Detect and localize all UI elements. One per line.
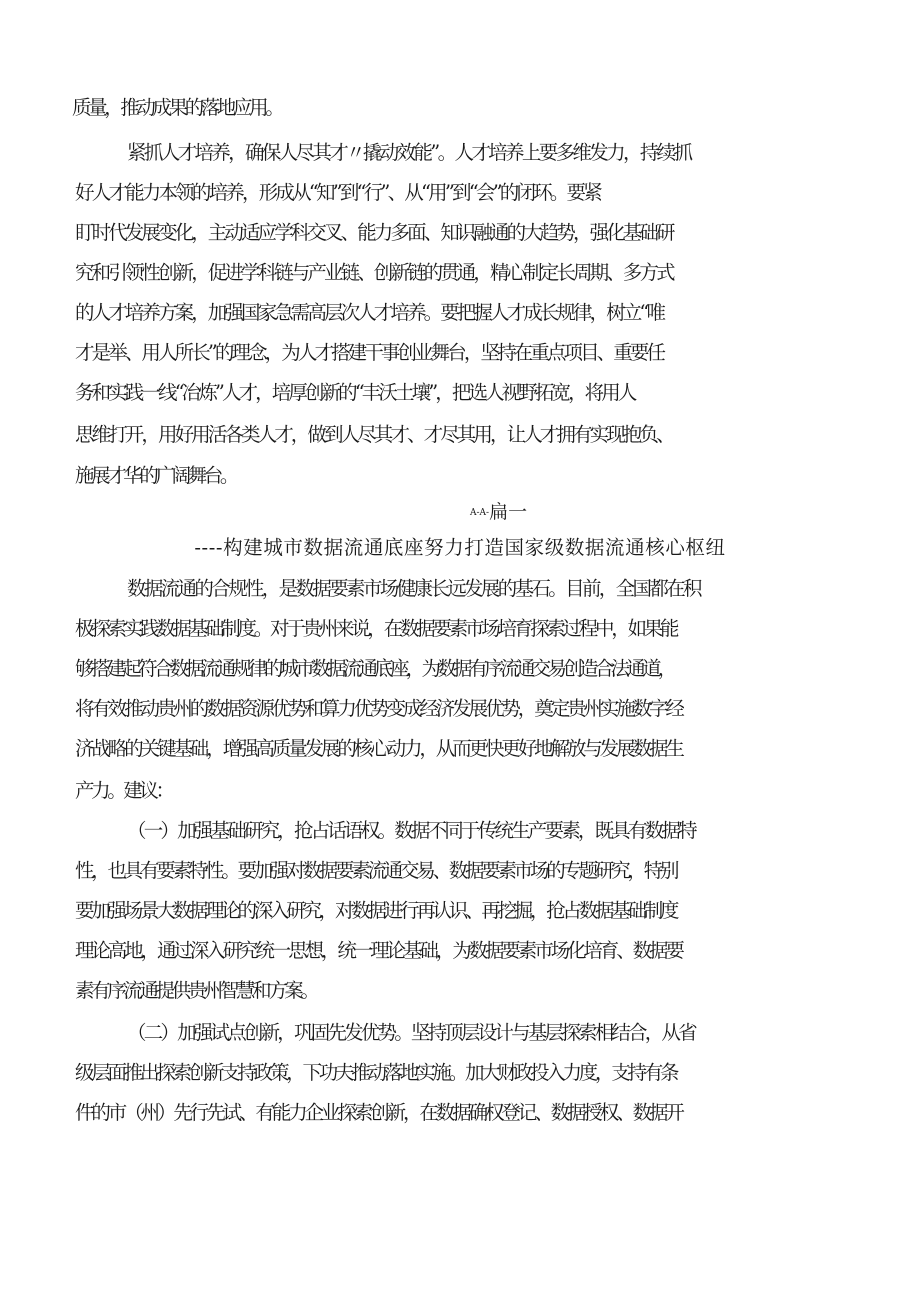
text-line: 质量，推动成果的落地应用。 — [72, 96, 282, 119]
text-line: 素有序流通提供贵州智慧和方案。 — [75, 979, 317, 1002]
text-line: 数据流通的合规性，是数据要素市场健康长远发展的基石。目前，全国都在积 — [127, 577, 700, 600]
text-line: 好人才能力本领的培养，形成从“知”到“行”、从“用”到“会”的闭环。要紧 — [75, 181, 600, 204]
text-line: 务和实践一线“冶炼”人才，培厚创新的“丰沃土壤”，把选人视野拓宽，将用人 — [75, 381, 635, 404]
text-line: 够搭建起符合数据流通规律的城市数据流通底座，为数据有序流通交易创造合法通道， — [75, 657, 674, 680]
text-line: 将有效推动贵州的数据资源优势和算力优势变成经济发展优势，奠定贵州实施数字经 — [75, 697, 682, 720]
text-line: 思维打开，用好用活各类人才，做到人尽其才、才尽其用，让人才拥有实现抱负、 — [75, 423, 673, 446]
section-mark: A-A- — [470, 508, 490, 518]
text-line: 盯时代发展变化，主动适应学科交叉、能力多面、知识融通的大趋势，强化基础研 — [75, 221, 673, 244]
text-line: 才是举、用人所长”的理念，为人才搭建干事创业舞台，坚持在重点项目、重要任 — [75, 341, 664, 364]
text-line: 极探索实践数据基础制度。对于贵州来说，在数据要素市场培育探索过程中，如果能 — [75, 617, 677, 640]
text-line: 究和引领性创新，促进学科链与产业链、创新链的贯通，精心制定长周期、多方式 — [75, 261, 673, 284]
text-line: 产力。建议： — [75, 779, 172, 802]
text-line: 的人才培养方案，加强国家急需高层次人才培养。要把握人才成长规律，树立“唯 — [75, 301, 664, 324]
section-subtitle: ----构建城市数据流通底座努力打造国家级数据流通核心枢纽 — [194, 536, 726, 559]
text-line: 紧抓人才培养，确保人尽其才〃撬动效能”。人才培养上要多维发力，持续抓 — [127, 141, 691, 164]
text-line: 件的市（州）先行先试、有能力企业探索创新，在数据确权登记、数据授权、数据开 — [75, 1101, 682, 1124]
text-line: 济战略的关键基础，增强高质量发展的核心动力，从而更快更好地解放与发展数据生 — [75, 737, 682, 760]
section-title — [470, 498, 527, 527]
text-line: 性，也具有要素特性。要加强对数据要素流通交易、数据要素市场的专题研究，特别 — [75, 859, 677, 882]
section-title-text: 扁一 — [489, 501, 528, 523]
text-line: 要加强场景大数据理论的深入研究，对数据进行再认识、再挖掘，抢占数据基础制度 — [75, 899, 677, 922]
text-line: （一）加强基础研究，抢占话语权。数据不同于传统生产要素，既具有数据特 — [127, 819, 695, 842]
text-line: 级层面推出探索创新支持政策，下功夫推动落地实施。加大财政投入力度，支持有条 — [75, 1061, 677, 1084]
text-line: 施展才华的广阔舞台。 — [75, 464, 237, 487]
text-line: 理论高地，通过深入研究统一思想，统一理论基础，为数据要素市场化培育、数据要 — [75, 939, 682, 962]
text-line: （二）加强试点创新，巩固先发优势。坚持顶层设计与基层探索相结合，从省 — [127, 1021, 695, 1044]
